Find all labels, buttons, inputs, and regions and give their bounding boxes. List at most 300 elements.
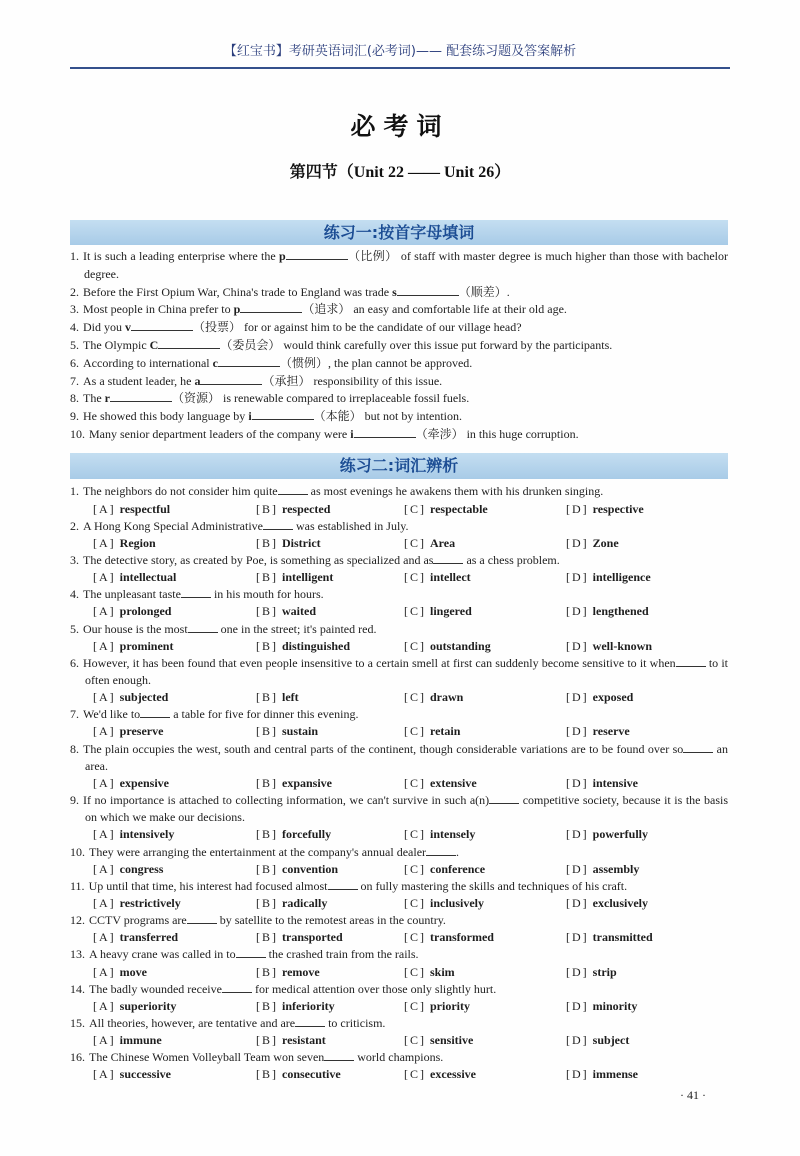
option-label: [A] — [93, 964, 116, 979]
option-b — [256, 861, 338, 878]
option-a — [93, 723, 163, 740]
option-label: [D] — [566, 998, 589, 1013]
option-b — [256, 569, 333, 586]
option-word: Region — [119, 535, 156, 550]
exercise2-item — [70, 946, 728, 963]
options-row — [70, 535, 728, 552]
options-row — [70, 638, 728, 655]
option-word: transported — [282, 930, 343, 945]
exercise2-item — [70, 741, 728, 775]
option-word: remove — [282, 964, 320, 979]
option-label: [C] — [404, 930, 426, 945]
question-text-before: He showed this body language by — [83, 409, 249, 424]
option-word: expensive — [119, 775, 170, 790]
question-number: 5. — [70, 621, 79, 636]
option-word: sensitive — [430, 1033, 474, 1048]
exercise1-item — [70, 390, 728, 408]
exercise2-item — [70, 912, 728, 929]
option-word: prolonged — [119, 604, 172, 619]
option-word: preserve — [119, 724, 164, 739]
question-number: 9. — [70, 793, 79, 808]
question-number: 10. — [70, 426, 85, 441]
option-label: [B] — [256, 1067, 278, 1082]
answer-blank — [328, 879, 358, 890]
option-word: assembly — [592, 861, 640, 876]
answer-blank — [110, 391, 172, 402]
option-d — [566, 603, 649, 620]
question-text-before: We'd like to — [83, 707, 141, 722]
option-label: [A] — [93, 638, 116, 653]
option-label: [D] — [566, 501, 589, 516]
exercise2-item — [70, 518, 728, 535]
question-text-after: was established in July. — [292, 518, 409, 533]
option-label: [A] — [93, 604, 116, 619]
initial-letter: v — [125, 320, 131, 335]
option-label: [A] — [93, 570, 116, 585]
page-title: 必考词 — [350, 114, 450, 141]
option-label: [A] — [93, 1067, 116, 1082]
answer-blank — [140, 707, 170, 718]
option-word: forcefully — [282, 827, 332, 842]
option-word: transferred — [119, 930, 179, 945]
options-row — [70, 964, 728, 981]
option-b — [256, 895, 327, 912]
option-c — [404, 1066, 476, 1083]
option-word: transformed — [430, 930, 494, 945]
question-number: 15. — [70, 1015, 85, 1030]
question-text-before: They were arranging the entertainment at the company's annual dealer — [89, 844, 427, 859]
question-number: 7. — [70, 707, 79, 722]
option-word: resistant — [282, 1033, 326, 1048]
question-text-after: on fully mastering the skills and techniques of his craft. — [357, 878, 628, 893]
option-b — [256, 929, 343, 946]
exercise2-item — [70, 706, 728, 723]
question-text-after: as most evenings he awakens them with his drunken singing. — [307, 484, 604, 499]
option-label: [C] — [404, 604, 426, 619]
question-number: 16. — [70, 1050, 85, 1065]
exercises-container — [70, 220, 728, 1084]
option-label: [A] — [93, 998, 116, 1013]
answer-blank — [181, 587, 211, 598]
option-word: outstanding — [430, 638, 491, 653]
option-label: [D] — [566, 930, 589, 945]
question-text-before: Most people in China prefer to — [83, 302, 234, 317]
question-number: 5. — [70, 337, 79, 352]
section-subtitle: 第四节（Unit 22 —— Unit 26） — [289, 164, 511, 181]
option-label: [B] — [256, 775, 278, 790]
options-row — [70, 569, 728, 586]
chinese-hint: （顺差） — [458, 284, 507, 299]
answer-blank — [676, 656, 706, 667]
question-text-before: All theories, however, are tentative and are — [89, 1015, 296, 1030]
option-label: [D] — [566, 690, 589, 705]
initial-letter: i — [350, 426, 354, 441]
option-label: [D] — [566, 604, 589, 619]
option-word: expansive — [282, 775, 333, 790]
option-word: distinguished — [282, 638, 351, 653]
option-word: intensive — [592, 775, 639, 790]
option-d — [566, 535, 619, 552]
initial-letter: r — [104, 391, 110, 406]
option-word: inclusively — [430, 895, 485, 910]
question-text-after: world champions. — [354, 1050, 444, 1065]
exercise1-list — [70, 248, 728, 444]
option-b — [256, 535, 321, 552]
option-word: waited — [282, 604, 316, 619]
exercise2-list — [70, 483, 728, 1083]
option-label: [D] — [566, 964, 589, 979]
option-word: sustain — [282, 724, 319, 739]
option-a — [93, 775, 169, 792]
option-word: left — [282, 690, 299, 705]
option-d — [566, 501, 644, 518]
option-word: respected — [282, 501, 331, 516]
option-label: [D] — [566, 775, 589, 790]
question-text-before: Before the First Opium War, China's trade to England was trade — [83, 284, 393, 299]
question-text-before: As a student leader, he — [83, 373, 195, 388]
option-label: [B] — [256, 604, 278, 619]
question-number: 4. — [70, 587, 79, 602]
options-row — [70, 501, 728, 518]
answer-blank — [200, 374, 262, 385]
answer-blank — [433, 553, 463, 564]
option-label: [A] — [93, 861, 116, 876]
option-word: prominent — [119, 638, 174, 653]
question-text-before: Our house is the most — [83, 621, 188, 636]
question-text-before: Up until that time, his interest had focused almost — [88, 878, 328, 893]
option-word: intellect — [430, 570, 471, 585]
option-a — [93, 638, 173, 655]
option-label: [C] — [404, 998, 426, 1013]
question-text-before: Did you — [83, 320, 125, 335]
option-label: [B] — [256, 998, 278, 1013]
chinese-hint: （承担） — [262, 373, 311, 388]
options-row — [70, 723, 728, 740]
initial-letter: s — [392, 284, 397, 299]
option-b — [256, 1066, 341, 1083]
question-text-before: However, it has been found that even people insensitive to a certain smell at first can suddenly become sensitive to it when — [83, 655, 676, 670]
option-b — [256, 723, 318, 740]
initial-letter: a — [194, 373, 201, 388]
question-text-before: Many senior department leaders of the company were — [89, 426, 351, 441]
option-b — [256, 603, 316, 620]
question-number: 13. — [70, 947, 85, 962]
option-label: [B] — [256, 1033, 278, 1048]
question-number: 8. — [70, 391, 79, 406]
option-word: excessive — [430, 1067, 476, 1082]
option-word: intelligence — [592, 570, 651, 585]
option-word: intellectual — [119, 570, 177, 585]
chinese-hint: （投票） — [193, 320, 242, 335]
chinese-hint: （牵涉） — [415, 426, 464, 441]
question-number: 9. — [70, 409, 79, 424]
option-word: consecutive — [282, 1067, 341, 1082]
option-word: respectful — [119, 501, 171, 516]
option-label: [C] — [404, 895, 426, 910]
exercise2-item — [70, 586, 728, 603]
option-word: lengthened — [592, 604, 649, 619]
option-label: [A] — [93, 724, 116, 739]
question-text-after: . — [506, 284, 510, 299]
option-d — [566, 569, 651, 586]
option-label: [C] — [404, 964, 426, 979]
option-d — [566, 861, 639, 878]
option-word: priority — [430, 998, 470, 1013]
option-c — [404, 638, 491, 655]
option-d — [566, 895, 648, 912]
option-label: [D] — [566, 638, 589, 653]
option-d — [566, 964, 617, 981]
exercise1-item — [70, 355, 728, 373]
option-c — [404, 535, 455, 552]
option-c — [404, 895, 484, 912]
option-a — [93, 689, 168, 706]
option-label: [B] — [256, 861, 278, 876]
question-number: 3. — [70, 302, 79, 317]
question-number: 1. — [70, 249, 79, 263]
question-number: 3. — [70, 552, 79, 567]
option-label: [B] — [256, 827, 278, 842]
question-text-after: to criticism. — [325, 1015, 386, 1030]
option-word: intelligent — [282, 570, 334, 585]
option-b — [256, 998, 335, 1015]
exercise2-item — [70, 792, 728, 826]
answer-blank — [278, 484, 308, 495]
option-word: move — [119, 964, 147, 979]
question-text-after: as a chess problem. — [463, 552, 560, 567]
exercise2-item — [70, 552, 728, 569]
option-label: [D] — [566, 535, 589, 550]
chinese-hint: （资源） — [171, 391, 220, 406]
option-c — [404, 861, 485, 878]
question-text-before: The detective story, as created by Poe, is something as specialized and as — [83, 552, 434, 567]
question-text-before: The plain occupies the west, south and central parts of the continent, though considerable variations are to be found over so — [83, 741, 684, 756]
option-word: respective — [592, 501, 644, 516]
option-word: extensive — [430, 775, 477, 790]
options-row — [70, 689, 728, 706]
option-label: [B] — [256, 895, 278, 910]
option-label: [D] — [566, 570, 589, 585]
option-d — [566, 1032, 629, 1049]
option-b — [256, 964, 320, 981]
question-text-before: The Olympic — [83, 337, 150, 352]
option-label: [D] — [566, 827, 589, 842]
option-a — [93, 998, 176, 1015]
question-text-after: for medical attention over those only slightly hurt. — [251, 981, 497, 996]
option-a — [93, 861, 163, 878]
chinese-hint: （追求） — [302, 302, 351, 317]
exercise1-item — [70, 319, 728, 337]
option-label: [A] — [93, 501, 116, 516]
option-a — [93, 826, 174, 843]
options-row — [70, 603, 728, 620]
option-c — [404, 964, 455, 981]
option-word: well-known — [592, 638, 653, 653]
answer-blank — [354, 427, 416, 438]
option-c — [404, 1032, 473, 1049]
option-label: [B] — [256, 570, 278, 585]
running-header: 【红宝书】考研英语词汇(必考词)—— 配套练习题及答案解析 — [223, 44, 577, 59]
option-c — [404, 603, 472, 620]
question-text-after: in his mouth for hours. — [210, 587, 324, 602]
option-label: [C] — [404, 690, 426, 705]
chinese-hint: （比例） — [347, 249, 398, 263]
option-c — [404, 723, 460, 740]
option-label: [B] — [256, 964, 278, 979]
question-text-after: of staff with master degree is much higher than those with bachelor degree. — [84, 249, 728, 281]
option-word: Area — [430, 535, 456, 550]
option-label: [D] — [566, 1033, 589, 1048]
option-d — [566, 998, 637, 1015]
option-word: transmitted — [592, 930, 653, 945]
option-c — [404, 501, 488, 518]
option-word: reserve — [592, 724, 630, 739]
option-c — [404, 569, 471, 586]
option-label: [D] — [566, 724, 589, 739]
answer-blank — [222, 982, 252, 993]
question-text-before: The Chinese Women Volleyball Team won seven — [89, 1050, 325, 1065]
exercise2-item — [70, 621, 728, 638]
option-word: District — [282, 535, 321, 550]
page-number: · 41 · — [680, 1088, 706, 1102]
answer-blank — [218, 356, 280, 367]
option-a — [93, 569, 176, 586]
question-text-before: According to international — [83, 355, 213, 370]
option-label: [A] — [93, 930, 116, 945]
option-b — [256, 689, 299, 706]
option-word: radically — [282, 895, 328, 910]
answer-blank — [426, 845, 456, 856]
option-word: inferiority — [282, 998, 335, 1013]
option-word: exclusively — [592, 895, 648, 910]
option-c — [404, 998, 470, 1015]
exercise2-item — [70, 655, 728, 689]
initial-letter: p — [279, 249, 286, 263]
option-word: lingered — [430, 604, 472, 619]
option-word: successive — [119, 1067, 171, 1082]
option-label: [C] — [404, 1033, 426, 1048]
question-text-before: A heavy crane was called in to — [89, 947, 236, 962]
question-text-after: . — [456, 844, 460, 859]
answer-blank — [188, 622, 218, 633]
options-row — [70, 861, 728, 878]
exercise2-item — [70, 878, 728, 895]
option-a — [93, 1066, 171, 1083]
option-word: immense — [592, 1067, 638, 1082]
answer-blank — [324, 1050, 354, 1061]
exercise2-item — [70, 1015, 728, 1032]
question-text-before: The unpleasant taste — [83, 587, 181, 602]
option-label: [C] — [404, 638, 426, 653]
question-text-before: The — [83, 391, 105, 406]
option-label: [A] — [93, 690, 116, 705]
option-a — [93, 501, 170, 518]
answer-blank — [240, 302, 302, 313]
exercise2-heading: 练习二:词汇辨析 — [70, 453, 728, 479]
question-text-after: a table for five for dinner this evening. — [170, 707, 359, 722]
option-a — [93, 964, 147, 981]
question-text-after: to it often enough. — [85, 655, 728, 687]
option-d — [566, 775, 638, 792]
option-d — [566, 1066, 638, 1083]
header-rule — [70, 67, 730, 69]
answer-blank — [252, 409, 314, 420]
option-a — [93, 929, 178, 946]
question-number: 8. — [70, 741, 79, 756]
option-d — [566, 826, 648, 843]
option-word: subjected — [119, 690, 169, 705]
option-label: [A] — [93, 827, 116, 842]
exercise1-item — [70, 408, 728, 426]
option-word: conference — [430, 861, 486, 876]
chinese-hint: （委员会） — [220, 337, 281, 352]
option-c — [404, 826, 475, 843]
option-label: [A] — [93, 775, 116, 790]
option-c — [404, 929, 494, 946]
question-text-after: an area. — [85, 741, 728, 773]
exercise1-item — [70, 426, 728, 444]
option-word: retain — [430, 724, 461, 739]
options-row — [70, 998, 728, 1015]
initial-letter: p — [233, 302, 241, 317]
option-label: [C] — [404, 1067, 426, 1082]
option-word: convention — [282, 861, 339, 876]
option-label: [C] — [404, 501, 426, 516]
option-b — [256, 826, 331, 843]
initial-letter: i — [248, 409, 252, 424]
option-label: [A] — [93, 1033, 116, 1048]
option-a — [93, 895, 181, 912]
question-number: 4. — [70, 320, 79, 335]
question-number: 2. — [70, 284, 79, 299]
question-text-before: It is such a leading enterprise where the — [83, 249, 280, 263]
option-word: drawn — [430, 690, 464, 705]
option-word: intensively — [119, 827, 175, 842]
question-number: 12. — [70, 913, 85, 928]
initial-letter: C — [149, 337, 159, 352]
question-number: 11. — [70, 878, 85, 893]
option-word: exposed — [592, 690, 634, 705]
answer-blank — [187, 913, 217, 924]
option-label: [C] — [404, 724, 426, 739]
option-word: superiority — [119, 998, 177, 1013]
options-row — [70, 826, 728, 843]
option-word: restrictively — [119, 895, 181, 910]
option-label: [B] — [256, 501, 278, 516]
option-label: [C] — [404, 775, 426, 790]
answer-blank — [286, 249, 348, 260]
exercise1-item — [70, 337, 728, 355]
question-text-before: The badly wounded receive — [89, 981, 222, 996]
option-word: minority — [592, 998, 638, 1013]
option-b — [256, 775, 332, 792]
option-a — [93, 535, 156, 552]
answer-blank — [131, 320, 193, 331]
option-word: skim — [430, 964, 455, 979]
option-d — [566, 929, 653, 946]
answer-blank — [683, 742, 713, 753]
exercise1-heading: 练习一:按首字母填词 — [70, 220, 728, 245]
question-text-before: A Hong Kong Special Administrative — [83, 518, 263, 533]
option-label: [A] — [93, 895, 116, 910]
chinese-hint: （本能） — [313, 409, 362, 424]
option-label: [C] — [404, 570, 426, 585]
option-word: subject — [592, 1033, 630, 1048]
question-text-after: by satellite to the remotest areas in the country. — [216, 913, 446, 928]
option-word: respectable — [430, 501, 488, 516]
answer-blank — [236, 947, 266, 958]
options-row — [70, 775, 728, 792]
